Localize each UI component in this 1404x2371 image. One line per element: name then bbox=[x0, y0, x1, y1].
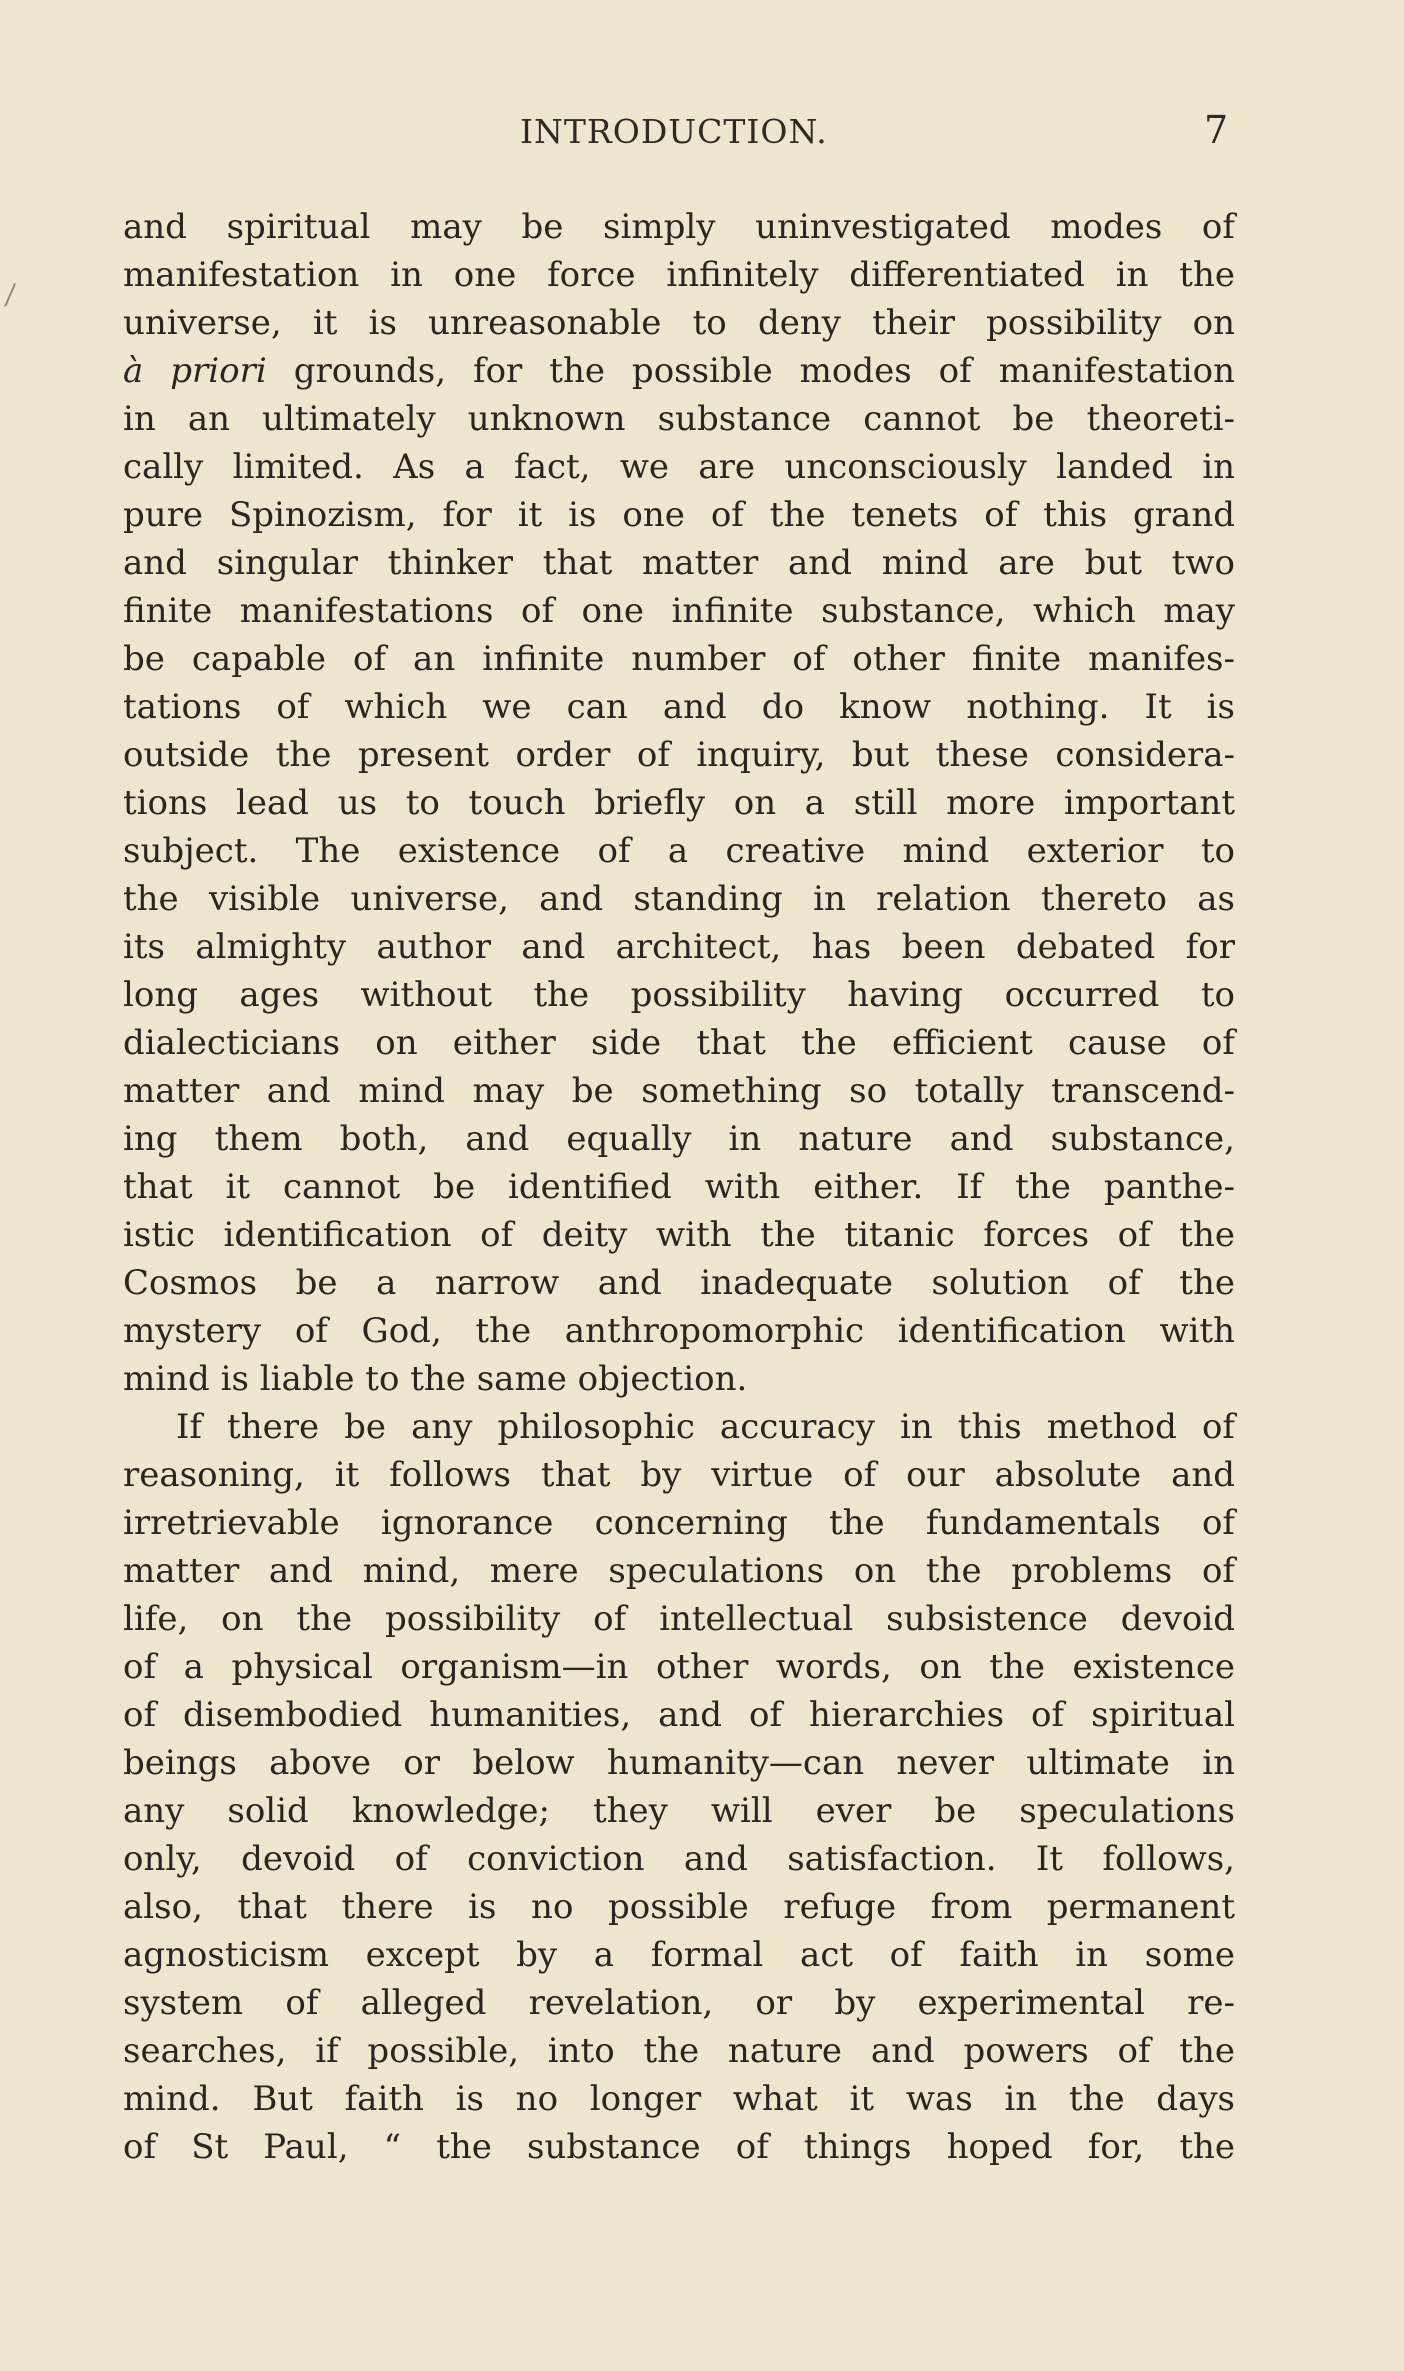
body-line: only, devoid of conviction and satisfaction. It follows, bbox=[123, 1839, 1235, 1879]
body-line: long ages without the possibility having occurred to bbox=[123, 975, 1235, 1015]
body-line: mind. But faith is no longer what it was in the days bbox=[123, 2079, 1235, 2119]
body-line: cally limited. As a fact, we are unconsciously landed in bbox=[123, 447, 1235, 487]
body-line: of St Paul, “ the substance of things hoped for, the bbox=[123, 2127, 1235, 2167]
body-line: If there be any philosophic accuracy in this method of bbox=[176, 1407, 1235, 1447]
body-line: that it cannot be identified with either. If the panthe- bbox=[123, 1167, 1235, 1207]
body-line: pure Spinozism, for it is one of the tenets of this grand bbox=[123, 495, 1235, 535]
body-line: be capable of an infinite number of other finite manifes- bbox=[123, 639, 1235, 679]
body-line: subject. The existence of a creative mind exterior to bbox=[123, 831, 1235, 871]
body-line: of a physical organism—in other words, on the existence bbox=[123, 1647, 1235, 1687]
body-line: the visible universe, and standing in relation thereto as bbox=[123, 879, 1235, 919]
body-line: and spiritual may be simply uninvestigated modes of bbox=[123, 207, 1235, 247]
body-line-text: grounds, for the possible modes of manifestation bbox=[293, 351, 1235, 391]
body-line: also, that there is no possible refuge from permanent bbox=[123, 1887, 1235, 1927]
body-line: in an ultimately unknown substance cannot be theoreti- bbox=[123, 399, 1235, 439]
body-line: manifestation in one force infinitely differentiated in the bbox=[123, 255, 1235, 295]
body-line: mind is liable to the same objection. bbox=[123, 1359, 748, 1399]
body-line: system of alleged revelation, or by experimental re- bbox=[123, 1983, 1235, 2023]
body-line: matter and mind, mere speculations on the problems of bbox=[123, 1551, 1235, 1591]
body-line: beings above or below humanity—can never ultimate in bbox=[123, 1743, 1235, 1783]
body-line: matter and mind may be something so totally transcend- bbox=[123, 1071, 1235, 1111]
body-line: of disembodied humanities, and of hierarchies of spiritual bbox=[123, 1695, 1235, 1735]
body-line: dialecticians on either side that the efficient cause of bbox=[123, 1023, 1235, 1063]
body-line: tions lead us to touch briefly on a still more important bbox=[123, 783, 1235, 823]
body-line: any solid knowledge; they will ever be speculations bbox=[123, 1791, 1235, 1831]
body-line: Cosmos be a narrow and inadequate solution of the bbox=[123, 1263, 1235, 1303]
body-line: universe, it is unreasonable to deny their possibility on bbox=[123, 303, 1235, 343]
running-header: INTRODUCTION. bbox=[520, 112, 828, 151]
body-line: reasoning, it follows that by virtue of our absolute and bbox=[123, 1455, 1235, 1495]
body-line bbox=[123, 348, 1235, 394]
body-line: finite manifestations of one infinite substance, which may bbox=[123, 591, 1235, 631]
body-line: ing them both, and equally in nature and substance, bbox=[123, 1119, 1235, 1159]
body-line: irretrievable ignorance concerning the fundamentals of bbox=[123, 1503, 1235, 1543]
page-number: 7 bbox=[1204, 108, 1229, 152]
body-line: life, on the possibility of intellectual subsistence devoid bbox=[123, 1599, 1235, 1639]
body-line: and singular thinker that matter and mind are but two bbox=[123, 543, 1235, 583]
body-line: mystery of God, the anthropomorphic identification with bbox=[123, 1311, 1235, 1351]
body-line: searches, if possible, into the nature and powers of the bbox=[123, 2031, 1235, 2071]
italic-phrase: à priori bbox=[123, 351, 267, 391]
body-line: istic identification of deity with the titanic forces of the bbox=[123, 1215, 1235, 1255]
margin-mark: ⁄ bbox=[5, 278, 15, 313]
body-line: tations of which we can and do know nothing. It is bbox=[123, 687, 1235, 727]
body-line: agnosticism except by a formal act of faith in some bbox=[123, 1935, 1235, 1975]
body-line: its almighty author and architect, has been debated for bbox=[123, 927, 1235, 967]
body-line: outside the present order of inquiry, but these considera- bbox=[123, 735, 1235, 775]
